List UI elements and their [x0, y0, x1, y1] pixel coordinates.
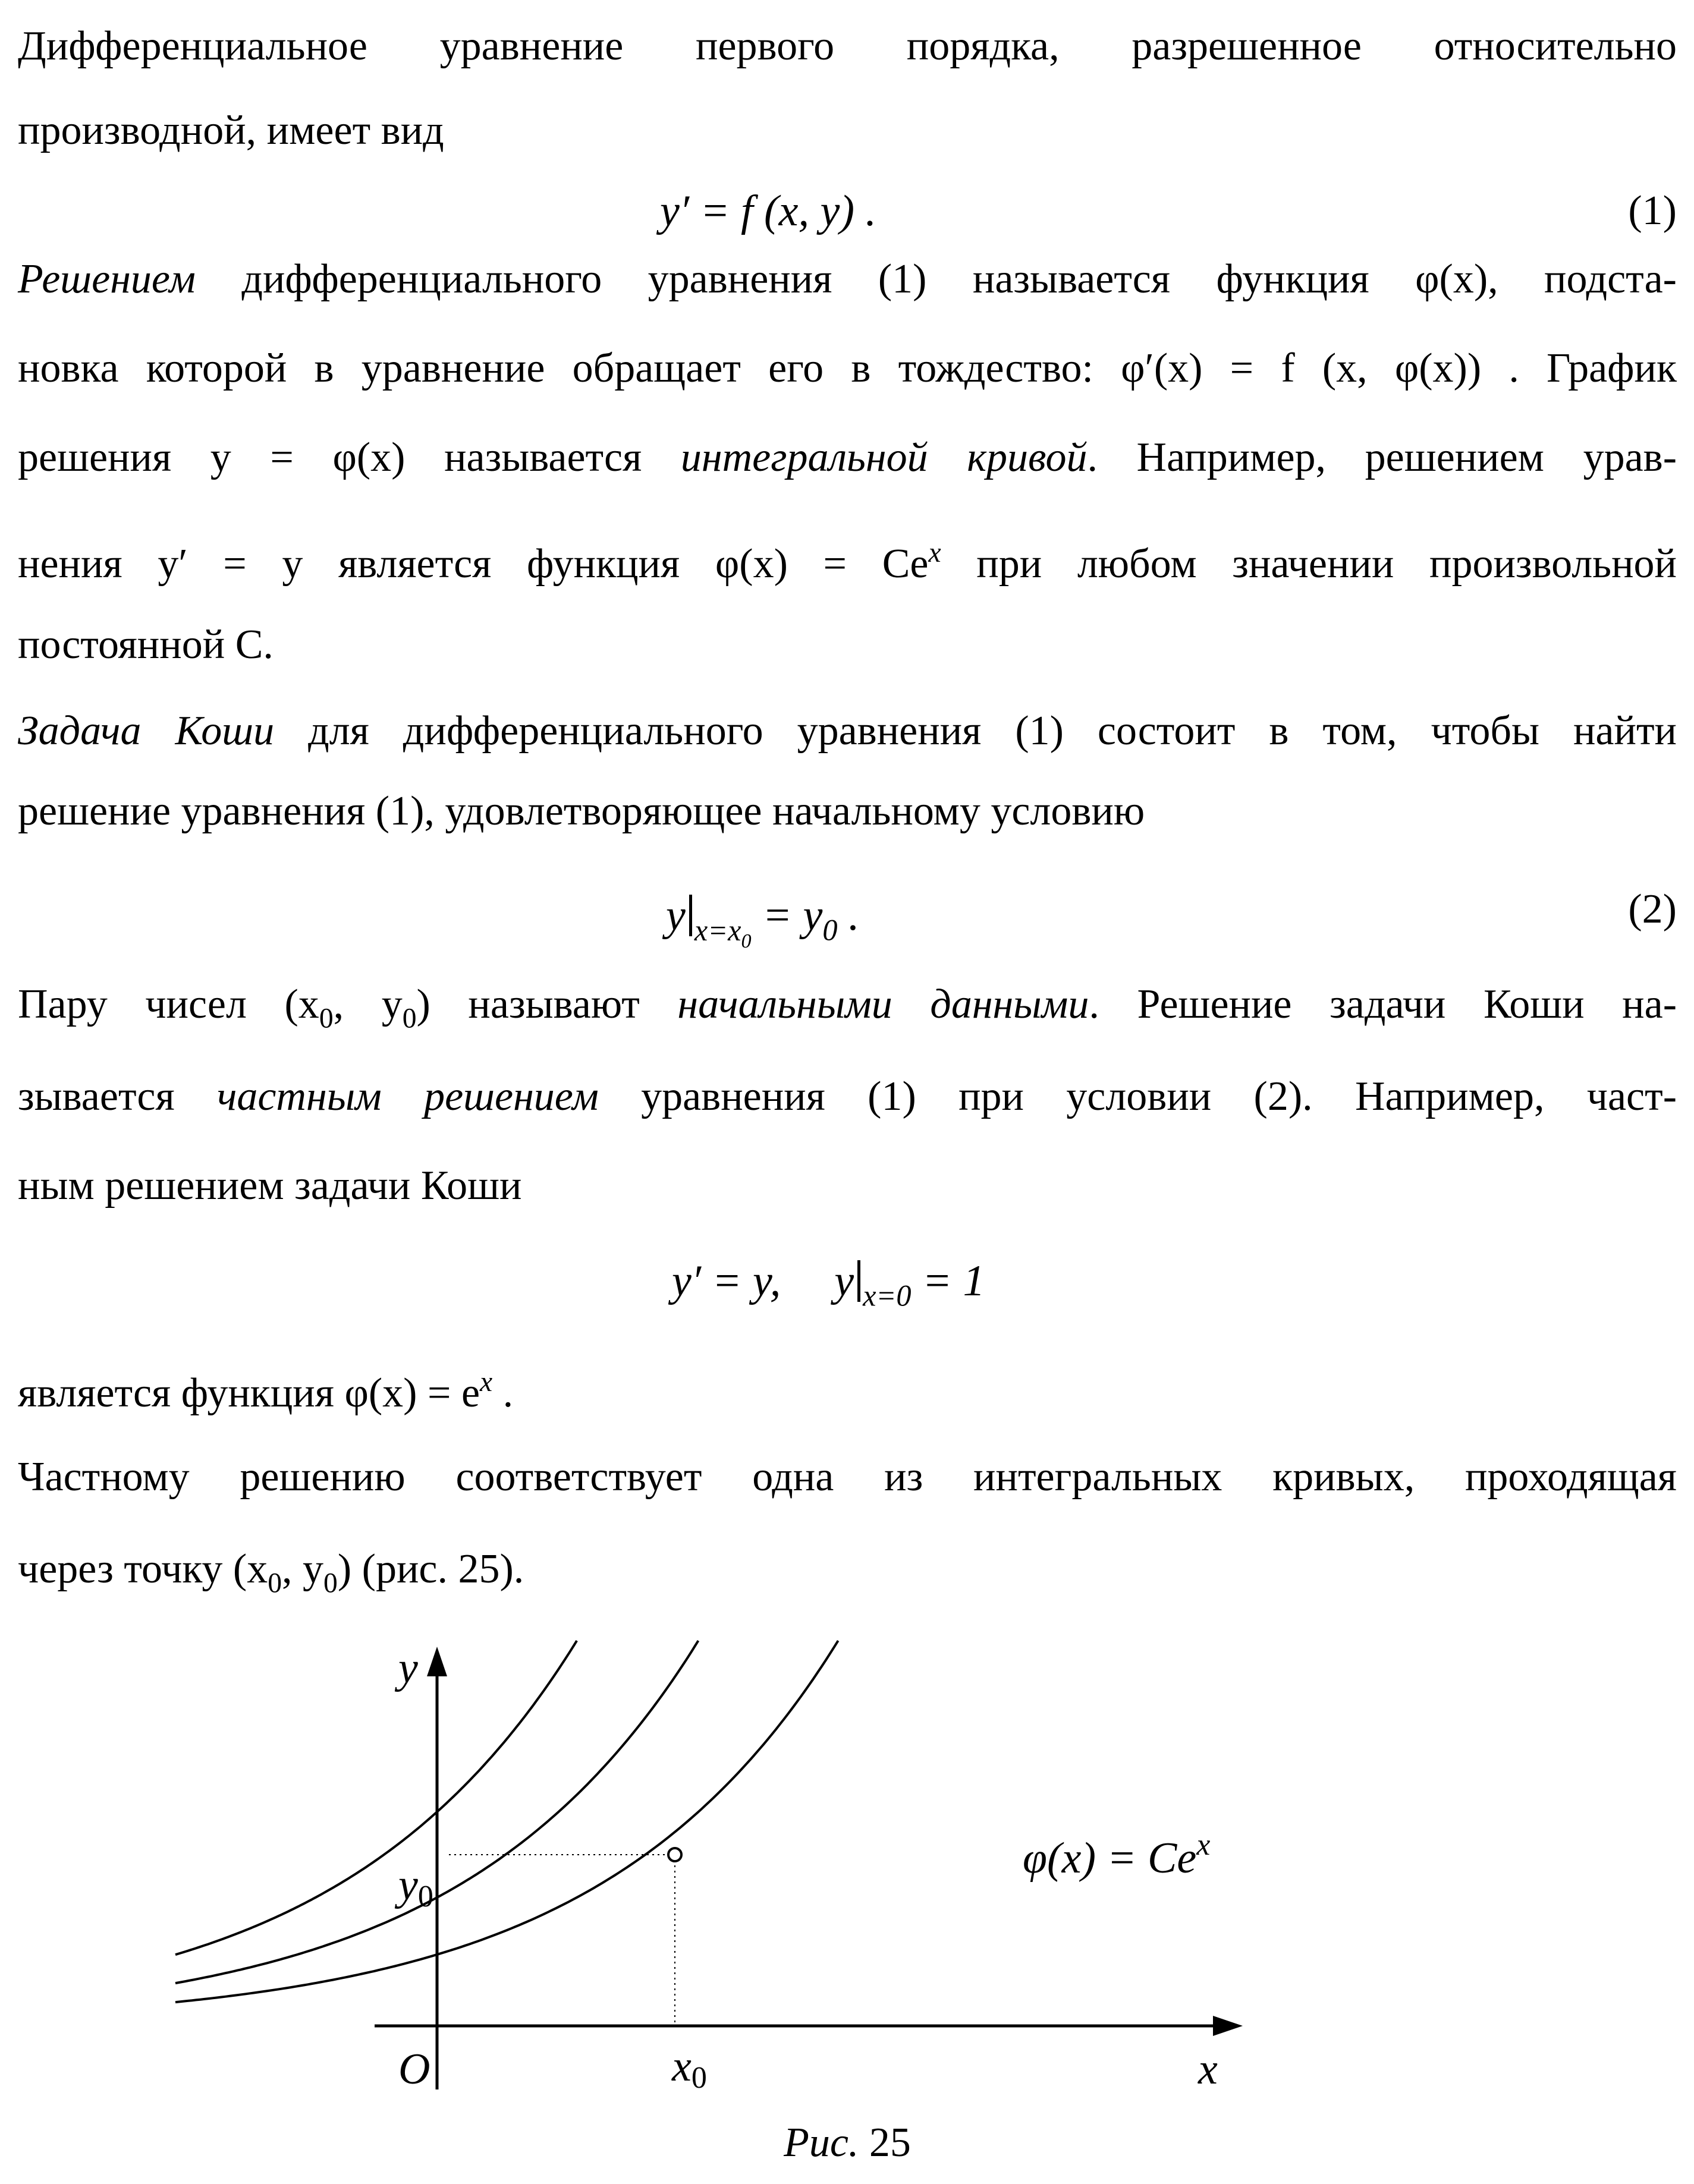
paragraph-4-line-1: Пару чисел ($x_0$, $y_0$) называют начальными данными. Решение задачи Коши на-	[18, 981, 1677, 1034]
curve-formula-label: $\varphi(x) = Ce^x$	[1023, 1828, 1211, 1883]
x-axis-arrow	[1213, 2016, 1243, 2036]
term-cauchy-problem: Задача Коши	[18, 708, 275, 754]
equation-1: y′ = f (x, y) .	[660, 187, 877, 235]
integral-curve-1	[175, 1641, 577, 1955]
equation-2-number: (2)	[1628, 886, 1677, 932]
paragraph-3-line-1: Задача Коши для дифференциального уравнения (1) состоит в том, чтобы найти	[18, 708, 1677, 754]
x0-label: x0	[672, 2042, 707, 2095]
paragraph-2-line-1: Решением дифференциального уравнения (1) называется функция φ(x), подста-	[18, 256, 1677, 302]
term-integral-curve: интегральной кривой	[680, 435, 1088, 480]
initial-point	[668, 1848, 681, 1861]
figure-caption: Рис. 25	[784, 2120, 911, 2166]
equation-3: y′ = y, y $_{x=0}$ = 1	[672, 1257, 985, 1313]
paragraph-4-line-2: зывается частным решением уравнения (1) при условии (2). Например, част-	[18, 1074, 1677, 1119]
paragraph-2-line-5: постоянной C.	[18, 622, 274, 668]
paragraph-6-line-1: Частному решению соответствует одна из интегральных кривых, проходящая	[18, 1454, 1677, 1500]
x-axis-label: x	[1198, 2045, 1218, 2094]
paragraph-3-line-2: решение уравнения (1), удовлетворяющее начальному условию	[18, 788, 1145, 834]
term-initial-data: начальными данными	[677, 981, 1089, 1027]
equation-2: y $_{x=x_0} = y_0$ .	[666, 891, 860, 952]
y-axis-arrow	[427, 1647, 447, 1676]
origin-label: O	[398, 2045, 430, 2094]
paragraph-5: является функция $\varphi(x) = e^x$ .	[18, 1367, 514, 1417]
paragraph-2-line-4: нения y′ = y является функция $\varphi(x) = Ce^x$ при любом значении произвольной	[18, 537, 1677, 587]
y0-label: y0	[398, 1861, 433, 1914]
y-axis-label: y	[398, 1644, 418, 1692]
paragraph-1-line-1: Дифференциальное уравнение первого порядка, разрешенное относительно	[18, 23, 1677, 69]
term-particular-solution: частным решением	[216, 1074, 599, 1119]
equation-1-number: (1)	[1628, 188, 1677, 234]
paragraph-6-line-2: через точку ($x_0$, $y_0$) (рис. 25).	[18, 1546, 524, 1599]
paragraph-1-line-2: производной, имеет вид	[18, 108, 444, 153]
integral-curve-3	[175, 1641, 838, 2002]
term-solution: Решением	[18, 256, 196, 302]
figure-integral-curves	[18, 1629, 1677, 2116]
paragraph-4-line-3: ным решением задачи Коши	[18, 1163, 522, 1209]
paragraph-2-line-3: решения y = φ(x) называется интегральной кривой. Например, решением урав-	[18, 435, 1677, 480]
paragraph-2-line-2: новка которой в уравнение обращает его в тождество: φ′(x) = f (x, φ(x)) . График	[18, 345, 1677, 391]
document-page	[18, 0, 1677, 2184]
